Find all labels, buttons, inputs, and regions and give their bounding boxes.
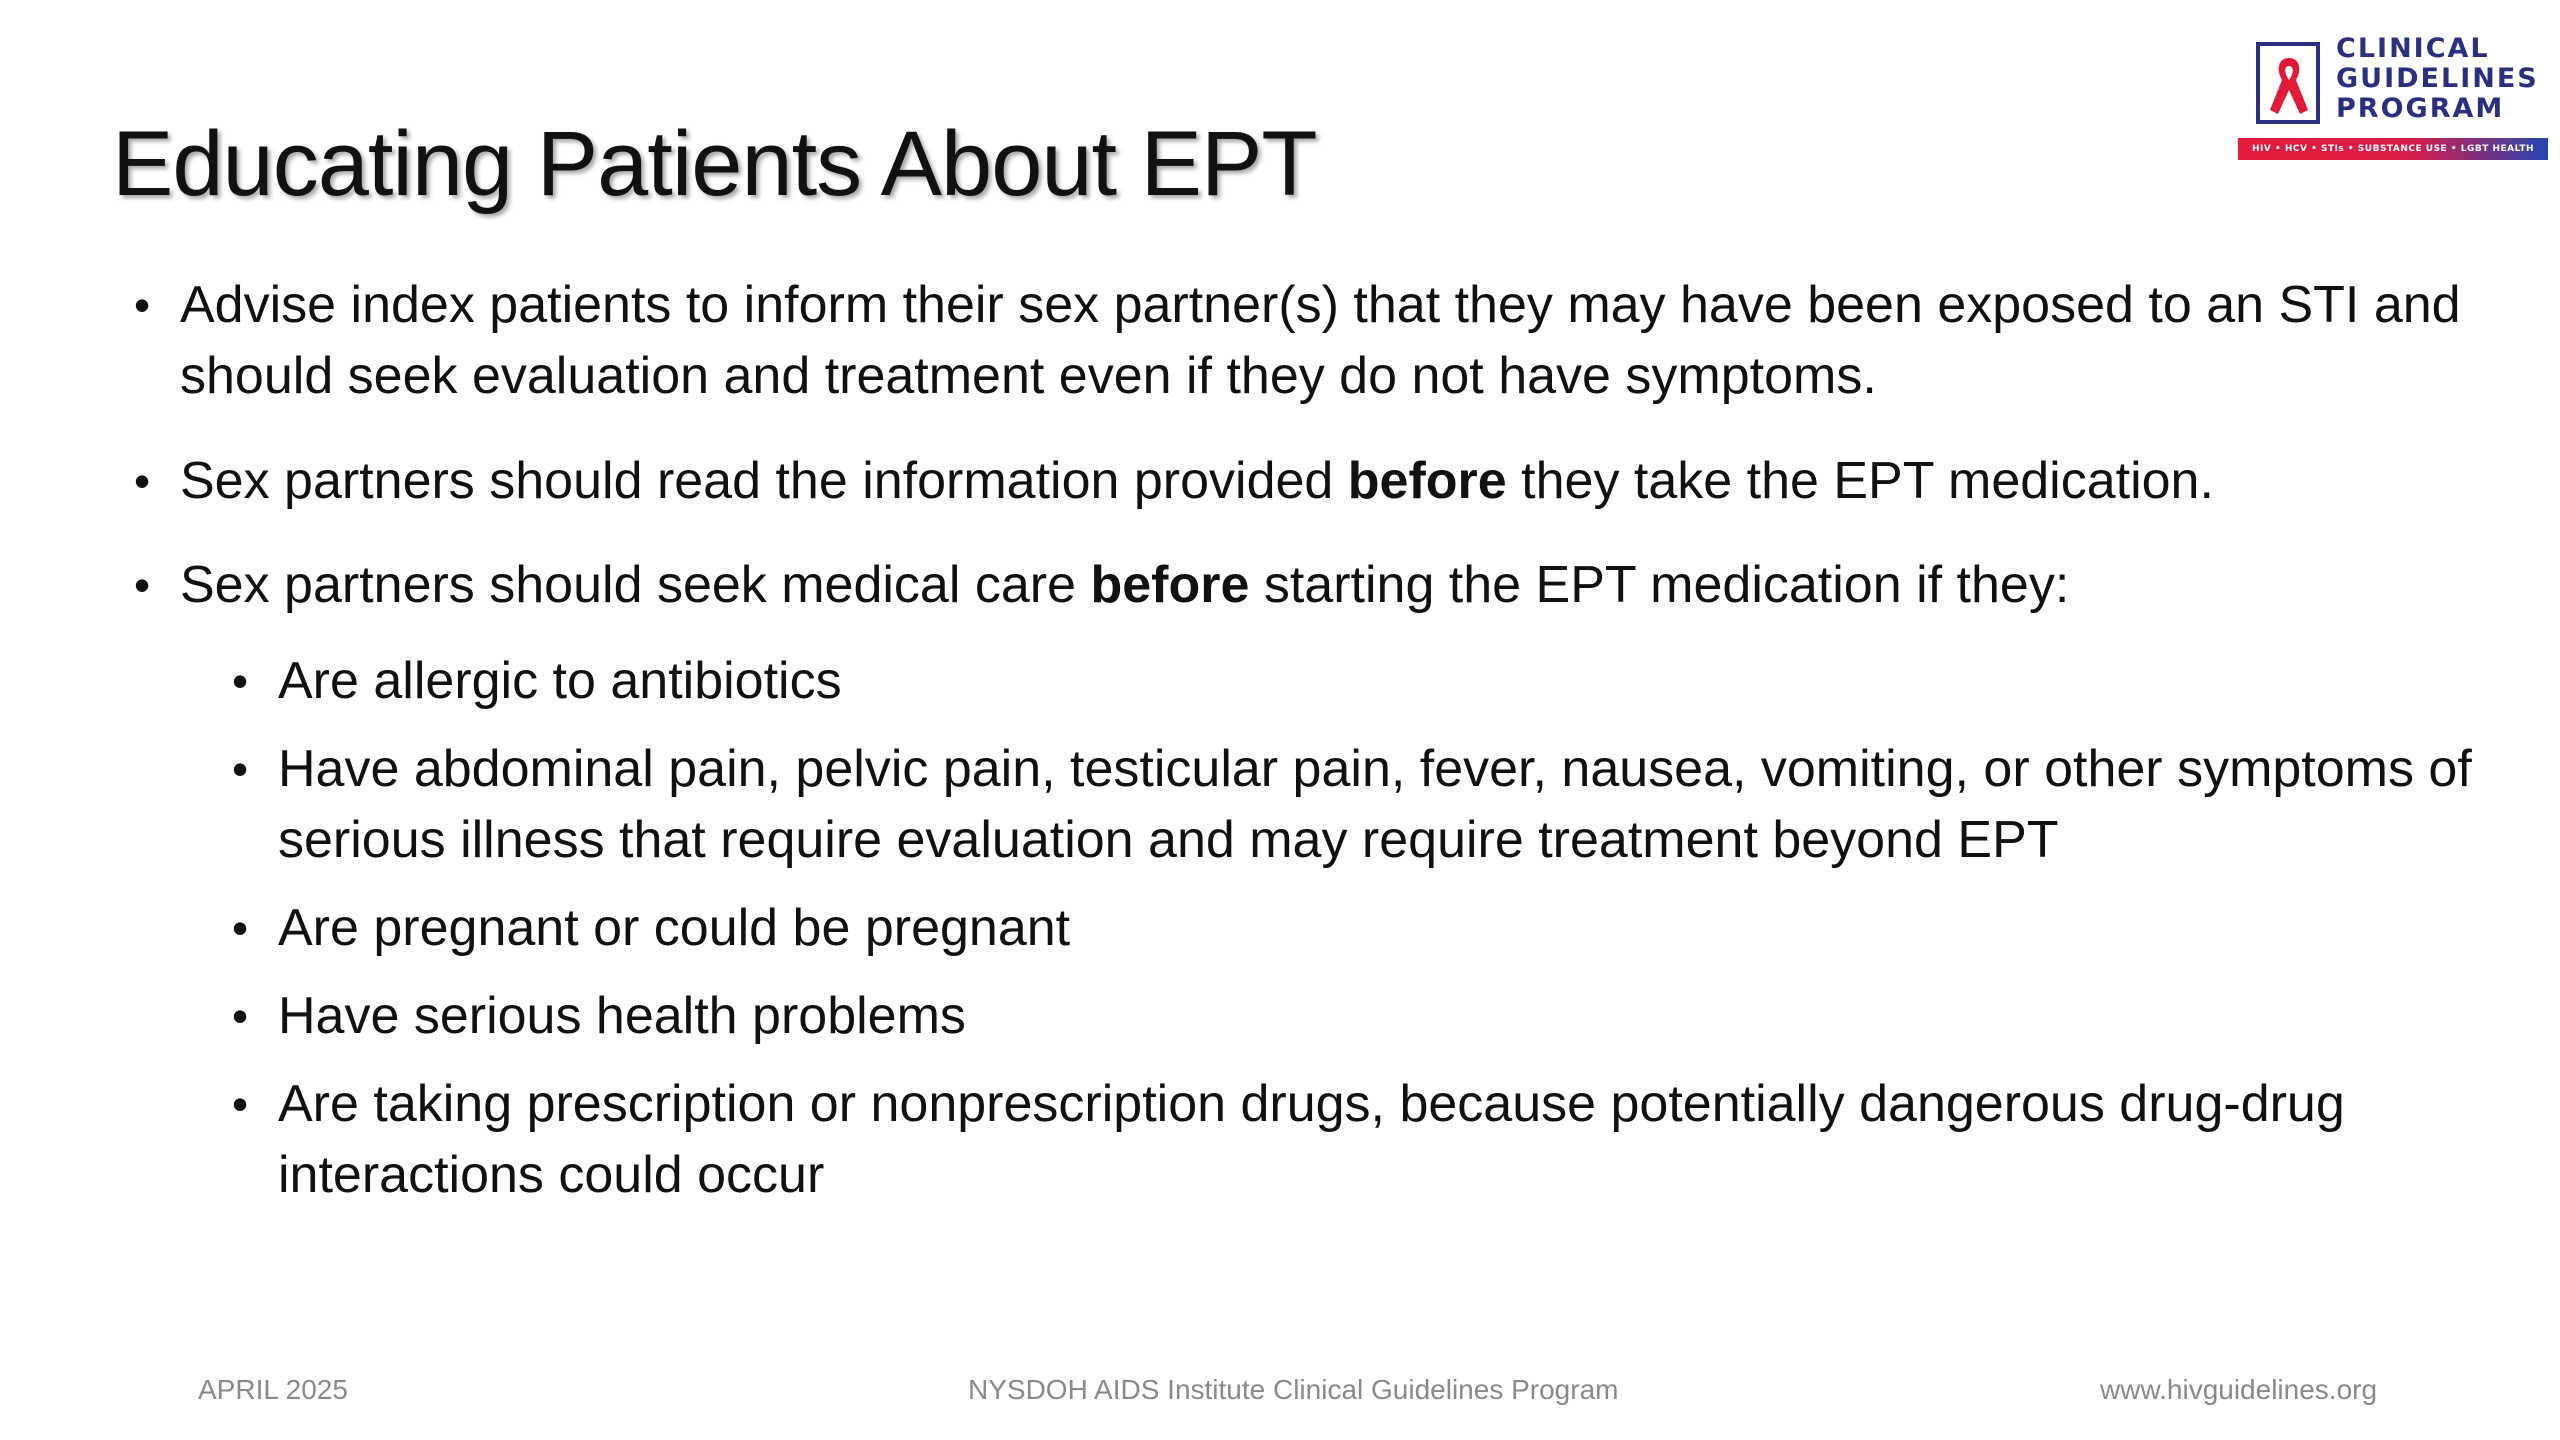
sub-bullet-symptoms (232, 734, 2498, 876)
slide-title: Educating Patients About EPT (112, 113, 1317, 215)
bullet-text-bold: before (1347, 452, 1507, 510)
sub-bullet-text: Are allergic to antibiotics (278, 652, 842, 710)
sub-bullet-text: Are taking prescription or nonprescription drugs, because potentially dangerous drug-drug interactions could occur (278, 1075, 2345, 1204)
clinical-guidelines-logo (2238, 34, 2538, 164)
sub-bullet-allergic (232, 646, 2498, 717)
bullet-marker: • (134, 559, 151, 611)
sub-bullet-text: Have abdominal pain, pelvic pain, testicular pain, fever, nausea, vomiting, or other symptoms of serious illness that require evaluation and may require treatment beyond EPT (278, 740, 2472, 869)
bullet-marker: • (232, 655, 249, 707)
footer-date: APRIL 2025 (198, 1374, 348, 1405)
sub-bullet-pregnant (232, 893, 2498, 964)
logo-line-program: PROGRAM (2336, 93, 2505, 124)
bullet-marker: • (232, 743, 249, 795)
bullet-marker: • (134, 455, 151, 507)
bullet-text (180, 550, 2480, 621)
sub-bullet-text: Are pregnant or could be pregnant (278, 899, 1071, 957)
footer-program: NYSDOH AIDS Institute Clinical Guidelines Program (968, 1374, 1619, 1405)
bullet-text (180, 446, 2480, 517)
bullet-text-pre: Sex partners should read the information provided (180, 452, 1348, 510)
sub-bullet-text: Have serious health problems (278, 987, 966, 1045)
bullet-marker: • (232, 990, 249, 1042)
bullet-marker: • (134, 279, 151, 331)
bullet-text: Advise index patients to inform their sex partner(s) that they may have been exposed to an STI and should seek evaluation and treatment even if they do not have symptoms. (180, 276, 2461, 405)
logo-tagline-bar: HIV • HCV • STIs • SUBSTANCE USE • LGBT HEALTH (2238, 138, 2548, 160)
logo-line-guidelines: GUIDELINES (2336, 63, 2539, 94)
red-ribbon-icon (2256, 42, 2320, 124)
footer-url[interactable]: www.hivguidelines.org (2100, 1374, 2378, 1405)
bullet-text-post: they take the EPT medication. (1506, 452, 2214, 510)
bullet-advise-partners (134, 270, 2480, 412)
bullet-text-pre: Sex partners should seek medical care (180, 556, 1091, 614)
sub-bullet-health-problems (232, 981, 2498, 1052)
bullet-marker: • (232, 902, 249, 954)
sub-bullet-drug-interactions (232, 1069, 2498, 1211)
logo-line-clinical: CLINICAL (2336, 33, 2490, 64)
bullet-seek-medical-care (134, 550, 2480, 621)
bullet-read-information (134, 446, 2480, 517)
logo-wordmark (2336, 34, 2539, 124)
bullet-text-bold: before (1090, 556, 1250, 614)
bullet-text-post: starting the EPT medication if they: (1249, 556, 2070, 614)
bullet-marker: • (232, 1078, 249, 1130)
